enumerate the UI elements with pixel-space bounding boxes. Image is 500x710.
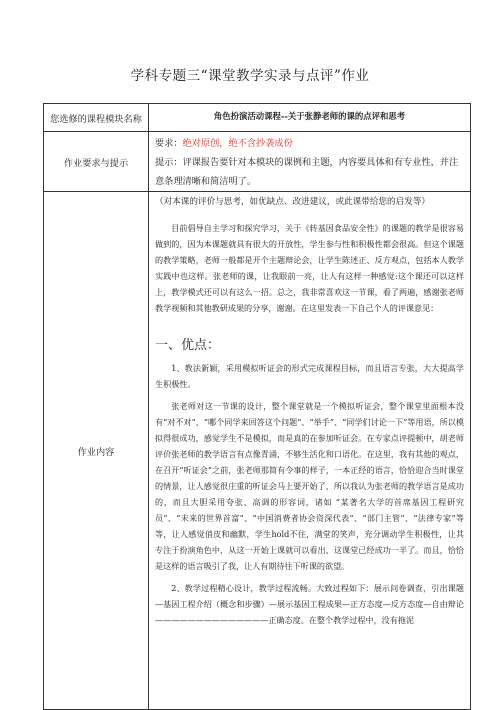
intro-paragraph: 目前倡导自主学习和探究学习，关于《转基因食品安全性》的课题的教学是很容易做到的，因为本课题就具有很大的开放性，学生参与性和积极性都会很高。但这个课题的教学策略，老师一般都是开个主题辩论会，让学生陈述正、反方观点，包括本人教学实践中也这样。张老师的课，让我眼前一亮，让人有这样一种感觉:这个课还可以这样上，教学模式还可以有这么一招。总之，我非常喜欢这一节课，看了两遍，感谢张老师教学视频和其他教研成果的分享，谢谢。在这里发表一下自己个人的评课意见： [155, 223, 464, 313]
module-value-cell [149, 104, 471, 132]
requirement-label: 作业要求与提示 [63, 157, 129, 169]
paragraph-2: 张老师对这一节课的设计，整个课堂就是一个模拟听证会，整个课堂里面根本没有“对不对”、“哪个同学来回答这个问题”、“举手”、“同学们讨论一下”等用语，所以模拟得很成功，感觉学生不是模拟，而是真的在参加听证会。在专家点评提顿中，胡老师评价张老师的教学语言有点像青涌，不够生活化和口语化。在这里，我有其他的观点，在召开“听证会”之前，张老师那简有令事的样子，一本正经的语言，恰恰迎合当时课堂的情景，让人感觉很庄重的听证会马上要开始了，所以我认为张老师的教学语言是成功的，而且大胆采用夸张、高调的形容词，诸如 “某著名大学的首席基因工程研究员”、“未来的世界首富”、“中国消费者协会资深代表”、“部门主管”、“法律专家”等等，让人感觉俏皮和幽默，学生hold不住，满堂的笑声，充分调动学生积极性，让其专注于扮演角色中，从这一开始上课就可以看出，这课堂已经成功一半了。而且，恰恰是这样的语言吸引了我，让人有期待往下听课的欲望。 [155, 401, 464, 571]
module-value: 角色扮演活动课程--关于张静老师的课的点评和思考 [213, 111, 406, 121]
requirement-line [155, 134, 464, 153]
content-label-cell [44, 192, 149, 710]
point-1: 1、教法新颖，采用模拟听证会的形式完成课程目标，而且语言专张，大大提高学生积极性。 [155, 363, 464, 389]
content-hint: （对本课的评价与思考，如优缺点、改进建议，或此课带给您的启发等） [155, 197, 431, 207]
requirement-label-cell [44, 132, 149, 192]
tip-text: 评课报告要针对本模块的课例和主题，内容要具体和有专业性，并注意条理清晰和简洁明了。 [155, 157, 459, 187]
page-title: 学科专题三“课堂教学实录与点评”作业 [130, 68, 370, 84]
tip-line [155, 153, 464, 191]
assignment-form-table [43, 103, 471, 710]
point-2: 2、教学过程精心设计，教学过程流畅。大致过程如下：展示问卷调查，引出课题—基因工程介绍（概念和步骤）—展示基因工程成果—正方态度—反方态度—自由辩论——————————————正确态度。在整个教学过程中，没有拖泥 [155, 583, 464, 625]
requirement-cell [149, 132, 471, 192]
content-label: 作业内容 [77, 446, 115, 458]
tip-prefix: 提示： [155, 157, 183, 168]
content-cell [149, 192, 471, 710]
module-label: 您选修的课程模块名称 [50, 113, 142, 125]
requirement-prefix: 要求： [155, 138, 183, 149]
module-label-cell [44, 104, 149, 132]
section-heading: 一、优点： [155, 338, 221, 353]
requirement-text: 绝对原创，绝不含抄袭成份 [182, 138, 293, 149]
